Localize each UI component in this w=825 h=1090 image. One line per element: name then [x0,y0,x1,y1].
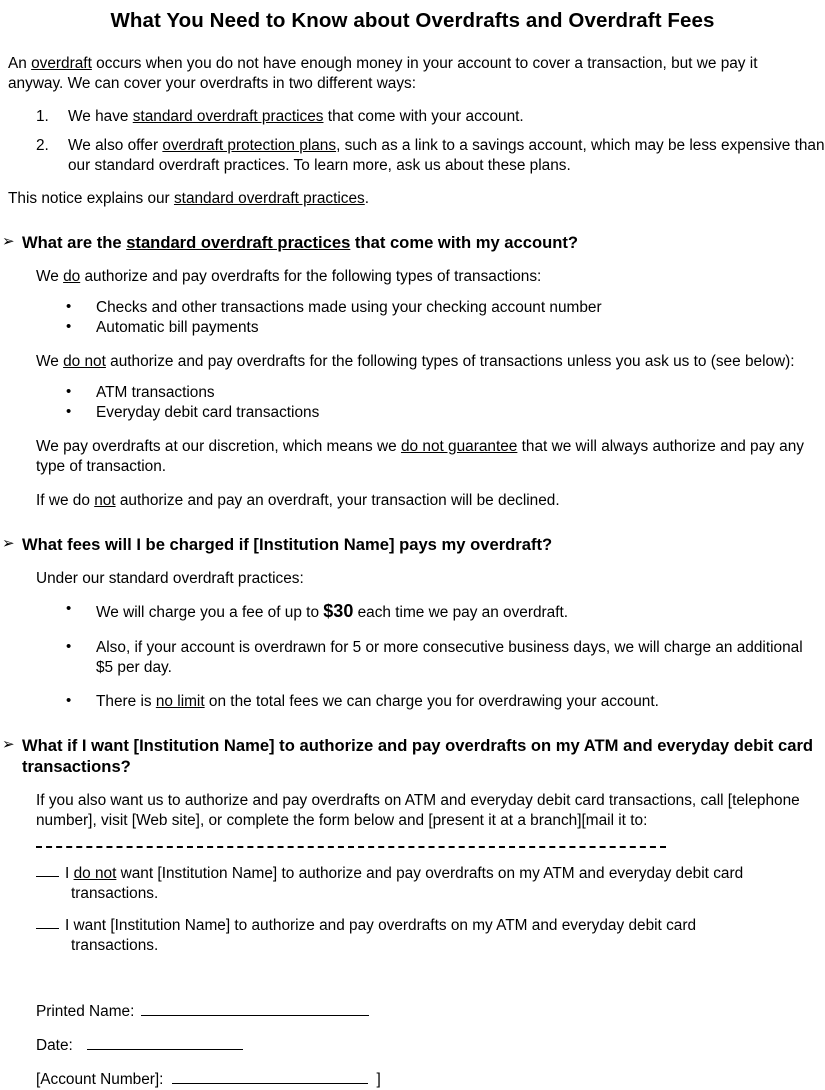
do-not-guarantee-emphasis: do not guarantee [400,438,518,456]
limit-text-after: on the total fees we can charge you for overdrawing your account. [204,692,659,710]
do-text-before: We [36,267,64,285]
printed-name-input[interactable] [141,1002,369,1016]
declined-paragraph [0,491,825,511]
list-item [0,692,825,712]
limit-text-before: There is [96,692,156,710]
discretion-text-before: We pay overdrafts at our discretion, which means we [36,438,401,456]
fees-intro-paragraph: Under our standard overdraft practices: [36,570,304,588]
overdraft-notice-page [0,9,825,1089]
standard-overdraft-practices-term: standard overdraft practices [132,107,324,125]
fee-amount: $30 [323,601,354,622]
declined-text-before: If we do [36,492,95,510]
do-not-emphasis: do not [73,865,117,883]
section-heading-standard-practices [0,232,825,253]
discretion-text-after: that we will always authorize and pay any type of transaction. [36,438,804,476]
heading-text-before: What are the [22,232,127,252]
list-item [0,403,825,423]
do-emphasis: do [63,267,81,285]
optin-form [0,864,825,956]
bullet-dot-icon: • [66,403,72,420]
list-item-label: ATM transactions [96,383,215,401]
optout-text-before: I [65,865,74,883]
optout-continuation: transactions. [71,885,159,903]
optin-choice-row[interactable] [36,916,811,956]
list-item [0,136,825,176]
date-label: Date: [36,1037,73,1055]
list-text-before: We have [68,107,133,125]
bullet-dot-icon: • [66,691,72,709]
notice-text-before: This notice explains our [8,189,174,207]
heading-text: What fees will I be charged if [Institution Name] pays my overdraft? [22,535,553,555]
list-item [0,318,825,338]
optin-instructions-paragraph: If you also want us to authorize and pay overdrafts on ATM and everyday debit card transactions, call [telephone number], visit [Web site], or complete the form below and [present it at a branch][mail it to: [36,792,800,830]
list-item-label: Checks and other transactions made using your checking account number [96,298,602,316]
not-emphasis: not [94,492,116,510]
heading-text: What if I want [Institution Name] to authorize and pay overdrafts on my ATM and everyday debit card transactions? [22,735,814,776]
list-marker: 2. [36,136,49,154]
bullet-dot-icon: • [66,600,72,618]
form-separator [36,846,666,849]
printed-name-label: Printed Name: [36,1003,135,1021]
overdraft-term: overdraft [31,54,92,72]
list-text-after: , such as a link to a savings account, which may be less expensive than our standard overdraft practices. To learn more, ask us about these plans. [68,136,825,174]
section-heading-fees [0,534,825,555]
optout-text-after: want [Institution Name] to authorize and pay overdrafts on my ATM and everyday debit card [116,865,744,883]
intro-paragraph [0,54,825,94]
standard-overdraft-practices-term: standard overdraft practices [173,189,365,207]
donot-text-after: authorize and pay overdrafts for the following types of transactions unless you ask us to (see below): [105,352,795,370]
overdraft-protection-plans-term: overdraft protection plans [162,136,337,154]
optout-choice-row[interactable] [36,864,811,904]
donot-text-before: We [36,352,64,370]
fees-bullet-list [0,600,825,711]
do-not-authorize-paragraph [0,352,825,372]
account-number-input[interactable] [172,1070,368,1084]
list-text-after: that come with your account. [323,107,524,125]
list-item [0,638,825,678]
do-authorize-paragraph [0,267,825,287]
date-input[interactable] [87,1036,243,1050]
intro-text-before: An [8,54,32,72]
list-marker: 1. [36,107,49,125]
do-authorize-bullet-list [0,298,825,338]
account-number-label: [Account Number]: [36,1071,164,1089]
fee-text-before: We will charge you a fee of up to [96,604,324,622]
account-number-bracket: ] [376,1071,381,1089]
bullet-dot-icon: • [66,382,72,400]
discretion-paragraph [0,437,825,477]
arrow-bullet-icon: ➢ [2,735,15,753]
notice-scope-paragraph [0,189,825,209]
fee-text-after: each time we pay an overdraft. [353,604,569,622]
optout-checkbox-blank[interactable] [36,876,59,877]
list-item [0,383,825,403]
intro-text-after: occurs when you do not have enough money in your account to cover a transaction, but we pay it anyway. We can cover your overdrafts in two different ways: [8,54,758,92]
list-item [0,600,825,623]
list-item-label: Automatic bill payments [96,318,259,336]
declined-text-after: authorize and pay an overdraft, your transaction will be declined. [115,492,560,510]
list-item [0,107,825,127]
arrow-bullet-icon: ➢ [2,232,15,250]
list-item-label: Also, if your account is overdrawn for 5 or more consecutive business days, we will charge an additional $5 per day. [96,638,803,676]
no-limit-emphasis: no limit [155,692,205,710]
bullet-dot-icon: • [66,637,72,655]
optin-text-before: I want [Institution Name] to authorize and pay overdrafts on my ATM and everyday debit card [65,917,697,935]
optin-checkbox-blank[interactable] [36,928,59,929]
bullet-dot-icon: • [66,297,72,315]
list-text-before: We also offer [68,136,163,154]
notice-text-after: . [364,189,370,207]
printed-name-row [36,1002,825,1022]
account-number-row [36,1070,825,1090]
optin-continuation: transactions. [71,937,159,955]
signature-fields [0,1002,825,1090]
standard-overdraft-practices-term: standard overdraft practices [126,232,351,252]
do-text-after: authorize and pay overdrafts for the following types of transactions: [80,267,542,285]
do-not-authorize-bullet-list [0,383,825,423]
list-item [0,298,825,318]
heading-text-after: that come with my account? [350,232,579,252]
list-item-label: Everyday debit card transactions [96,404,320,421]
page-title: What You Need to Know about Overdrafts and Overdraft Fees [110,9,715,32]
arrow-bullet-icon: ➢ [2,535,15,553]
overdraft-coverage-list [0,107,825,176]
do-not-emphasis: do not [63,352,106,370]
section-heading-optin [0,735,825,777]
date-row [36,1036,825,1056]
bullet-dot-icon: • [66,317,72,335]
